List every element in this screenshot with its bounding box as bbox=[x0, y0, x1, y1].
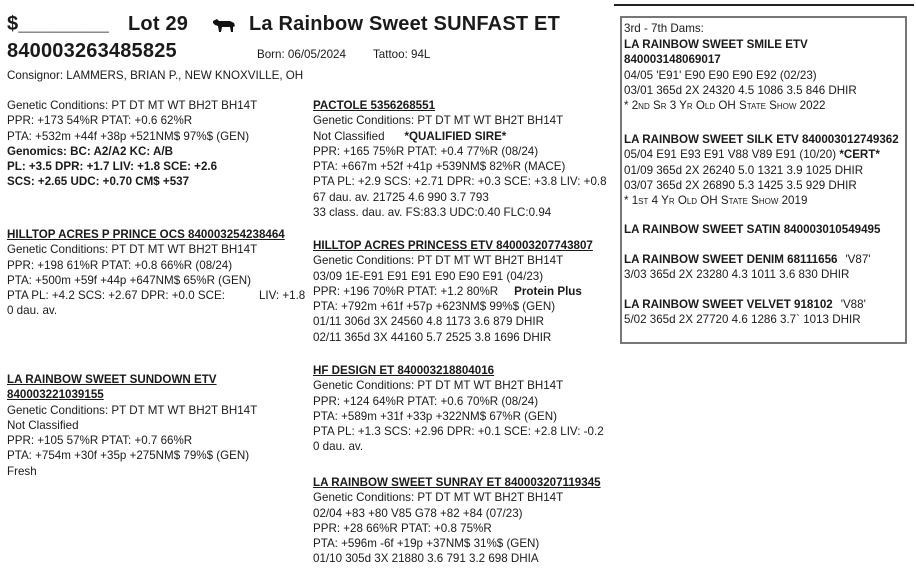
genetic-conditions: Genetic Conditions: PT DT MT WT BH2T BH14T bbox=[7, 99, 258, 112]
smile-award: * 2nd Sr 3 Yr Old OH State Show 2022 bbox=[624, 99, 826, 113]
sundown-classification: Not Classified bbox=[7, 418, 79, 432]
hfdesign-title: HF DESIGN ET 840003218804016 bbox=[313, 364, 495, 377]
sire-title: PACTOLE 5356268551 bbox=[313, 99, 436, 112]
silk-title: LA RAINBOW SWEET SILK ETV 840003012749362 bbox=[624, 133, 899, 146]
registration-number: 840003263485825 bbox=[7, 40, 177, 62]
cow-icon bbox=[212, 17, 236, 33]
dam-section bbox=[313, 238, 593, 345]
sire-pta-pl: PTA PL: +2.9 SCS: +2.71 DPR: +0.3 SCE: +3.8 LIV: +0.8 bbox=[313, 175, 607, 189]
mgs-pta-pl: PTA PL: +4.2 SCS: +2.67 DPR: +0.0 SCE: LIV: +1.8 bbox=[7, 289, 306, 303]
birth-date: Born: 06/05/2024 bbox=[257, 48, 346, 61]
sunray-ppr: PPR: +28 66%R PTAT: +0.8 75%R bbox=[313, 521, 492, 535]
dam-record-2: 02/11 365d 3X 44160 5.7 2525 3.8 1696 DHIR bbox=[313, 330, 552, 344]
genomics: Genomics: BC: A2/A2 KC: A/B bbox=[7, 144, 173, 158]
sire-pta: PTA: +667m +52f +41p +539NM$ 82%R (MACE) bbox=[313, 160, 566, 174]
sunray-pta: PTA: +596m -6f +19p +37NM$ 31%$ (GEN) bbox=[313, 537, 540, 551]
silk-record-1: 01/09 365d 2X 26240 5.0 1321 3.9 1025 DHIR bbox=[624, 163, 864, 177]
smile-score: 04/05 'E91' E90 E90 E90 E92 (02/23) bbox=[624, 68, 817, 82]
hfdesign-pta: PTA: +589m +31f +33p +322NM$ 67%R (GEN) bbox=[313, 409, 558, 423]
smile-title: LA RAINBOW SWEET SMILE ETV bbox=[624, 38, 808, 51]
sunray-title: LA RAINBOW SWEET SUNRAY ET 840003207119345 bbox=[313, 476, 601, 489]
dam-pta: PTA: +792m +61f +57p +623NM$ 99%$ (GEN) bbox=[313, 300, 556, 314]
mgs-section bbox=[7, 227, 305, 319]
sire-class-dau: 33 class. dau. av. FS:83.3 UDC:0.40 FLC:0.94 bbox=[313, 206, 552, 220]
lot-number: Lot 29 bbox=[128, 13, 189, 35]
hfdesign-section bbox=[313, 363, 604, 455]
sunray-genetic: Genetic Conditions: PT DT MT WT BH2T BH14T bbox=[313, 491, 564, 505]
hfdesign-pta-pl: PTA PL: +1.3 SCS: +2.96 DPR: +0.1 SCE: +2.8 LIV: -0.2 bbox=[313, 425, 604, 439]
hfdesign-dau: 0 dau. av. bbox=[313, 440, 364, 454]
denim-record: 3/03 365d 2X 23280 4.3 1011 3.6 830 DHIR bbox=[624, 268, 850, 282]
dams-heading: 3rd - 7th Dams: bbox=[624, 22, 704, 35]
dam-ppr: PPR: +196 70%R PTAT: +1.2 80%R Protein Plus bbox=[313, 284, 582, 298]
denim-title-row: LA RAINBOW SWEET DENIM 68111656 'V87' bbox=[624, 253, 871, 266]
sire-ppr: PPR: +165 75%R PTAT: +0.4 77%R (08/24) bbox=[313, 144, 539, 158]
mgs-ppr: PPR: +198 61%R PTAT: +0.8 66%R (08/24) bbox=[7, 258, 233, 272]
smile-record: 03/01 365d 2X 24320 4.5 1086 3.5 846 DHIR bbox=[624, 83, 857, 97]
scs-udc-cm: SCS: +2.65 UDC: +0.70 CM$ +537 bbox=[7, 175, 190, 189]
sundown-section bbox=[7, 372, 257, 479]
sunray-record: 01/10 305d 3X 21880 3.6 791 3.2 698 DHIA bbox=[313, 552, 539, 566]
price-blank[interactable]: $________ bbox=[7, 13, 109, 35]
hfdesign-genetic: Genetic Conditions: PT DT MT WT BH2T BH14T bbox=[313, 379, 564, 393]
tattoo: Tattoo: 94L bbox=[373, 48, 431, 61]
sundown-ppr: PPR: +105 57%R PTAT: +0.7 66%R bbox=[7, 434, 193, 448]
pta: PTA: +532m +44f +38p +521NM$ 97%$ (GEN) bbox=[7, 129, 250, 143]
sundown-title: LA RAINBOW SWEET SUNDOWN ETV bbox=[7, 373, 217, 386]
sunray-score: 02/04 +83 +80 V85 G78 +82 +84 (07/23) bbox=[313, 506, 523, 520]
dam-genetic: Genetic Conditions: PT DT MT WT BH2T BH14T bbox=[313, 254, 564, 268]
dam-title: HILLTOP ACRES PRINCESS ETV 840003207743807 bbox=[313, 239, 593, 252]
animal-name: La Rainbow Sweet SUNFAST ET bbox=[249, 13, 560, 35]
velvet-section bbox=[624, 297, 866, 328]
sundown-pta: PTA: +754m +30f +35p +275NM$ 79%$ (GEN) bbox=[7, 449, 250, 463]
dam-record-1: 01/11 306d 3X 24560 4.8 1173 3.6 879 DHIR bbox=[313, 315, 544, 329]
silk-record-2: 03/07 365d 2X 26890 5.3 1425 3.5 929 DHIR bbox=[624, 178, 857, 192]
sire-genetic: Genetic Conditions: PT DT MT WT BH2T BH14T bbox=[313, 114, 564, 128]
silk-award: * 1st 4 Yr Old OH State Show 2019 bbox=[624, 194, 808, 208]
pl-dpr-liv-sce: PL: +3.5 DPR: +1.7 LIV: +1.8 SCE: +2.6 bbox=[7, 160, 218, 174]
mgs-pta: PTA: +500m +59f +44p +647NM$ 65%R (GEN) bbox=[7, 273, 252, 287]
sire-dau: 67 dau. av. 21725 4.6 990 3.7 793 bbox=[313, 190, 489, 204]
smile-reg: 840003148069017 bbox=[624, 53, 721, 67]
dam-score: 03/09 1E-E91 E91 E91 E90 E90 E91 (04/23) bbox=[313, 269, 544, 283]
satin-title: LA RAINBOW SWEET SATIN 840003010549495 bbox=[624, 223, 881, 236]
sundown-reg: 840003221039155 bbox=[7, 388, 104, 402]
sire-section bbox=[313, 98, 607, 220]
silk-section bbox=[624, 132, 899, 208]
sundown-status: Fresh bbox=[7, 464, 37, 478]
smile-section bbox=[624, 37, 857, 113]
sundown-genetic: Genetic Conditions: PT DT MT WT BH2T BH14T bbox=[7, 403, 258, 417]
main-animal-info bbox=[7, 98, 257, 190]
mgs-dau: 0 dau. av. bbox=[7, 304, 58, 318]
top-rule bbox=[614, 4, 914, 6]
hfdesign-ppr: PPR: +124 64%R PTAT: +0.6 70%R (08/24) bbox=[313, 394, 539, 408]
consignor: Consignor: LAMMERS, BRIAN P., NEW KNOXVILLE, OH bbox=[7, 69, 304, 82]
ppr: PPR: +173 54%R PTAT: +0.6 62%R bbox=[7, 114, 193, 128]
denim-section bbox=[624, 252, 871, 283]
mgs-title: HILLTOP ACRES P PRINCE OCS 840003254238464 bbox=[7, 228, 285, 241]
velvet-record: 5/02 365d 2X 27720 4.6 1286 3.7` 1013 DHIR bbox=[624, 313, 861, 327]
sunray-section bbox=[313, 475, 601, 567]
sire-classification: Not Classified *QUALIFIED SIRE* bbox=[313, 129, 507, 143]
silk-score: 05/04 E91 E93 E91 V88 V89 E91 (10/20) *CERT* bbox=[624, 148, 880, 162]
mgs-genetic: Genetic Conditions: PT DT MT WT BH2T BH14T bbox=[7, 243, 258, 257]
velvet-title-row: LA RAINBOW SWEET VELVET 918102 'V88' bbox=[624, 298, 866, 311]
